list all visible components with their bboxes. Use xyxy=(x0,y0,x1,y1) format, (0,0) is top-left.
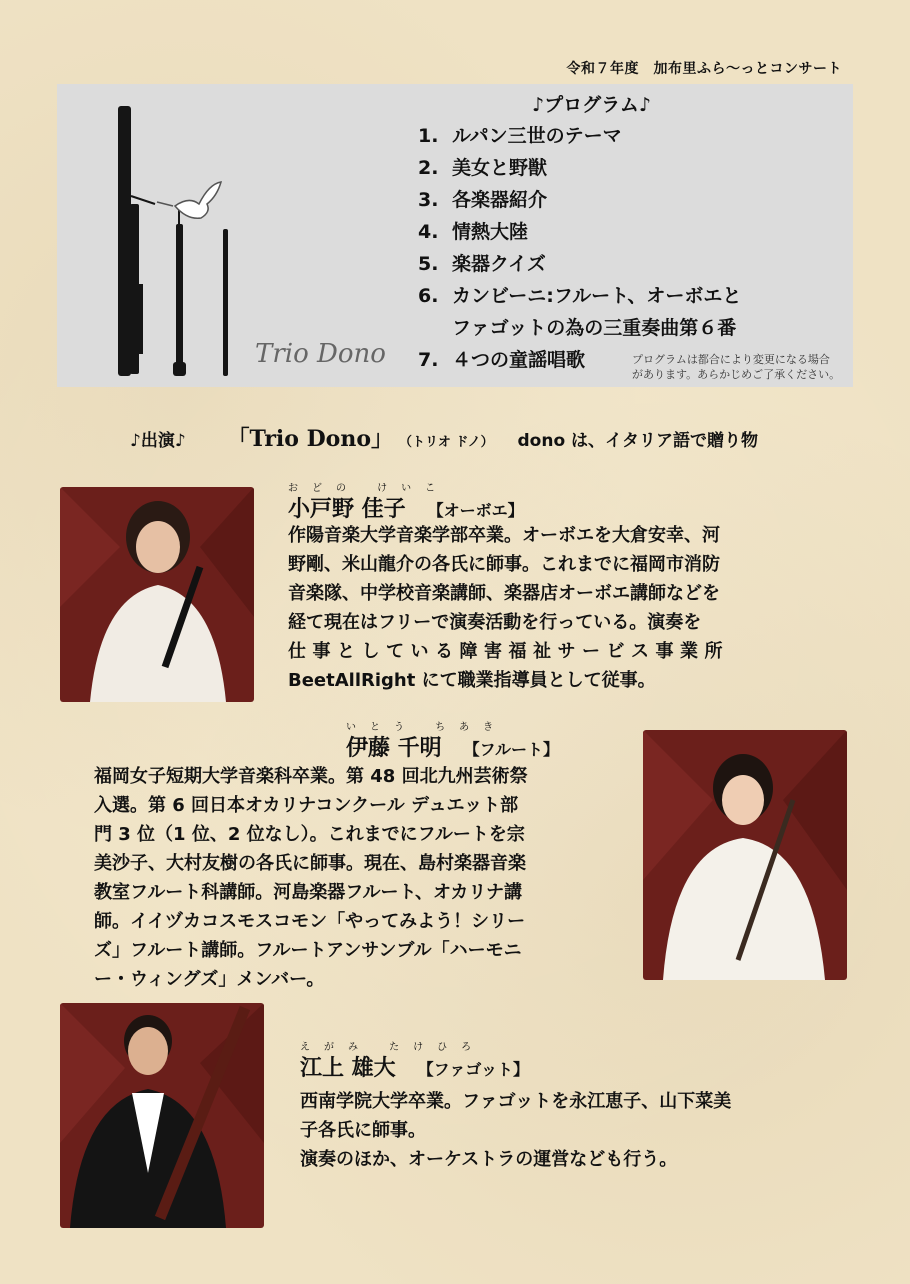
performer-1-instrument: 【オーボエ】 xyxy=(427,501,524,520)
program-box xyxy=(57,84,853,387)
ensemble-meaning: dono は、イタリア語で贈り物 xyxy=(517,431,759,451)
performer-1-bio: 作陽音楽大学音楽学部卒業。オーボエを大倉安幸、河 野剛、米山龍介の各氏に師事。これまでに福岡市消防 音楽隊、中学校音楽講師、楽器店オーボエ講師などを 経て現在はフリーで演奏活動を行っている。演奏を 仕事としている障害福祉サービス事業所 BeetAllRight にて職業指導員として従事。 xyxy=(288,525,729,691)
program-item: 5. 楽器クイズ xyxy=(418,253,546,275)
performer-1-name: 小戸野 佳子 xyxy=(288,497,406,522)
performers-label: ♪出演♪ xyxy=(130,431,186,451)
ensemble-reading: （トリオ ドノ） xyxy=(398,435,494,450)
program-item: 6. カンビーニ:フルート、オーボエと xyxy=(418,285,742,307)
ensemble-name: 「Trio Dono」 xyxy=(227,426,394,452)
performer-3-instrument: 【ファゴット】 xyxy=(417,1060,530,1079)
program-item: 7. ４つの童謡唱歌 xyxy=(418,349,586,371)
concert-header: 令和７年度 加布里ふら～っとコンサート xyxy=(566,61,842,77)
performer-3-bio: 西南学院大学卒業。ファゴットを永江恵子、山下菜美 子各氏に師事。 演奏のほか、オーケストラの運営なども行う。 xyxy=(300,1091,732,1170)
oboe-drawing xyxy=(173,209,186,376)
bassoonist-photo xyxy=(60,1003,264,1228)
program-item: 1. ルパン三世のテーマ xyxy=(418,125,622,147)
performer-1-name-block xyxy=(288,479,524,523)
performer-2-name-block xyxy=(346,718,559,762)
program-note: プログラムは都合により変更になる場合 があります。あらかじめご了承ください。 xyxy=(632,353,841,381)
bassoon-drawing xyxy=(118,106,155,376)
performers-intro xyxy=(130,422,758,453)
dove-drawing xyxy=(157,182,221,218)
performer-2-instrument: 【フルート】 xyxy=(463,740,560,759)
program-list xyxy=(418,120,741,376)
flute-drawing xyxy=(223,229,228,376)
program-item: 2. 美女と野獣 xyxy=(418,157,548,179)
oboist-photo xyxy=(60,487,254,702)
flutist-photo xyxy=(643,730,847,980)
performer-3-name-block xyxy=(300,1038,529,1082)
performer-2-name: 伊藤 千明 xyxy=(346,736,442,761)
performer-3-ruby: えがみ たけひろ xyxy=(300,1042,486,1053)
instruments-illustration xyxy=(57,84,417,387)
trio-dono-logo: Trio Dono xyxy=(255,339,386,369)
program-item: 4. 情熱大陸 xyxy=(418,221,529,243)
program-title: ♪プログラム♪ xyxy=(532,94,652,116)
performer-2-ruby: いとう ちあき xyxy=(346,722,508,733)
program-item-continuation: ファゴットの為の三重奏曲第６番 xyxy=(452,317,737,339)
performer-3-name: 江上 雄大 xyxy=(300,1056,396,1081)
program-item: 3. 各楽器紹介 xyxy=(418,189,548,211)
performer-1-ruby: おどの けいこ xyxy=(288,483,450,494)
performer-2-bio: 福岡女子短期大学音楽科卒業。第 48 回北九州芸術祭 入選。第 6 回日本オカリナコンクール デュエット部 門 3 位（1 位、2 位なし）。これまでにフルートを宗 美沙子、大村友樹の各氏に師事。現在、島村楽器音楽 教室フルート科講師。河島楽器フルート、オカリナ講 師。イイヅカコスモスコモン「やってみよう！シリー ズ」フルート講師。フルートアンサンブル「ハーモニ ー・ウィングズ」メンバー。 xyxy=(94,766,528,990)
